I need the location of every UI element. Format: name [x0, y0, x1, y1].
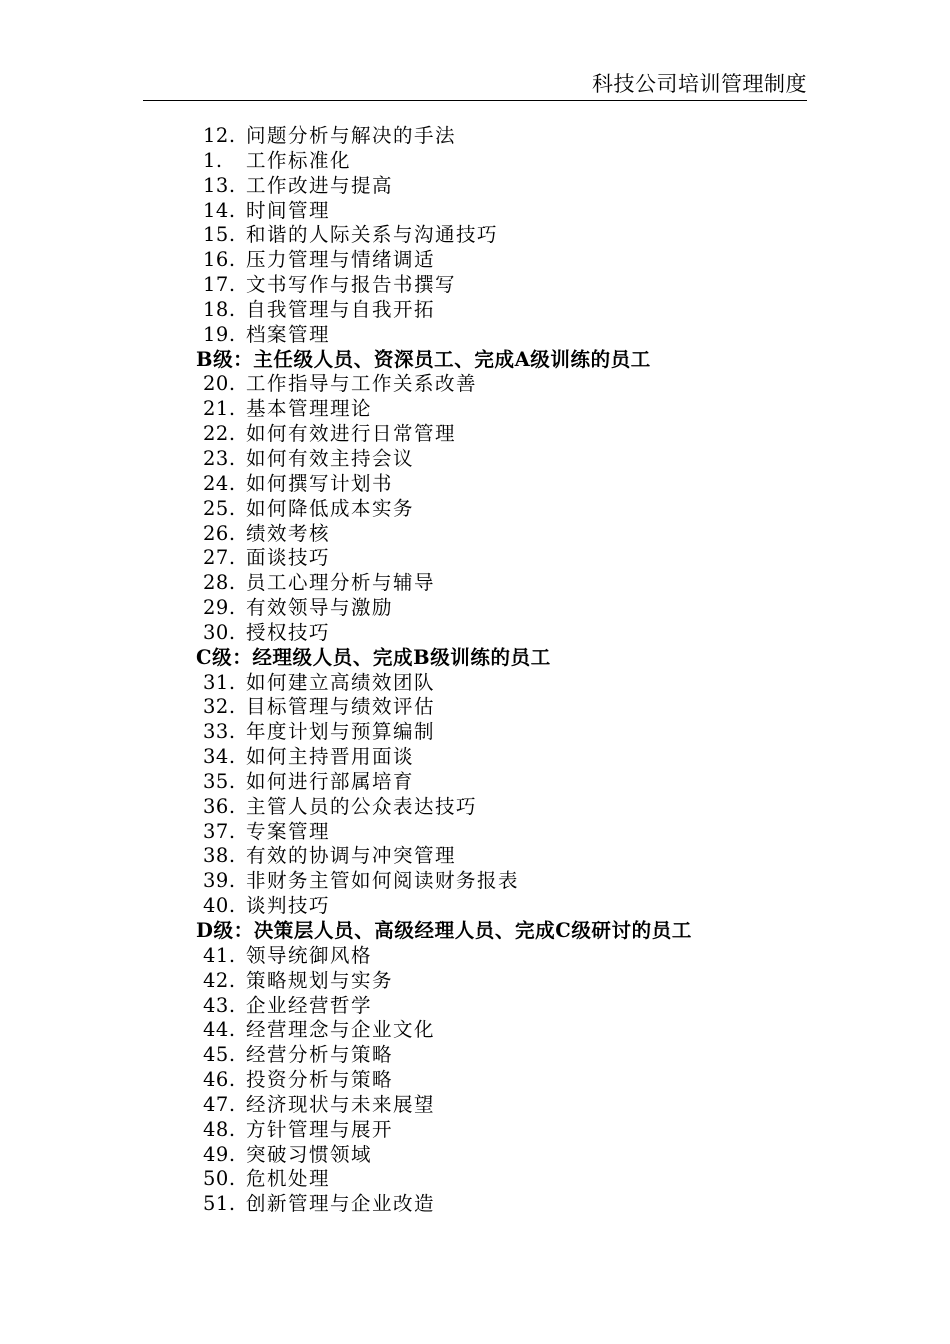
- item-text: 授权技巧: [246, 620, 331, 644]
- item-number: 28.: [203, 571, 236, 595]
- list-item: [0, 621, 950, 646]
- item-text: 时间管理: [246, 198, 331, 222]
- item-number: 38.: [203, 844, 236, 868]
- item-text: 文书写作与报告书撰写: [246, 273, 457, 297]
- item-text: 目标管理与绩效评估: [246, 695, 436, 719]
- item-text: 方针管理与展开: [246, 1117, 394, 1141]
- item-number: 35.: [203, 769, 236, 793]
- list-item: [0, 869, 950, 894]
- item-text: 如何进行部属培育: [246, 769, 415, 793]
- item-number: 15.: [203, 223, 236, 247]
- list-item: [0, 820, 950, 845]
- item-number: 19.: [203, 322, 236, 346]
- item-number: 42.: [203, 968, 236, 992]
- item-number: 17.: [203, 273, 236, 297]
- level-heading: B级：主任级人员、资深员工、完成A级训练的员工: [196, 347, 651, 371]
- item-number: 24.: [203, 471, 236, 495]
- item-text: 如何撰写计划书: [246, 471, 394, 495]
- list-item: [0, 223, 950, 248]
- item-text: 如何有效主持会议: [246, 446, 415, 470]
- list-item: [0, 323, 950, 348]
- item-number: 32.: [203, 695, 236, 719]
- list-item: [0, 447, 950, 472]
- item-number: 44.: [203, 1018, 236, 1042]
- item-number: 23.: [203, 446, 236, 470]
- list-item: [0, 174, 950, 199]
- item-number: 18.: [203, 297, 236, 321]
- item-number: 26.: [203, 521, 236, 545]
- item-number: 50.: [203, 1167, 236, 1191]
- list-item: [0, 795, 950, 820]
- item-number: 20.: [203, 372, 236, 396]
- item-text: 经营理念与企业文化: [246, 1018, 436, 1042]
- item-number: 33.: [203, 720, 236, 744]
- list-item: [0, 124, 950, 149]
- item-text: 档案管理: [246, 322, 331, 346]
- item-text: 和谐的人际关系与沟通技巧: [246, 223, 499, 247]
- item-text: 经济现状与未来展望: [246, 1092, 436, 1116]
- list-item: [0, 1068, 950, 1093]
- list-item: [0, 472, 950, 497]
- list-item: [0, 497, 950, 522]
- list-item: [0, 894, 950, 919]
- level-heading: D级：决策层人员、高级经理人员、完成C级研讨的员工: [196, 919, 692, 942]
- item-number: 49.: [203, 1142, 236, 1166]
- item-text: 策略规划与实务: [246, 968, 394, 992]
- item-text: 压力管理与情绪调适: [246, 248, 436, 272]
- item-text: 如何降低成本实务: [246, 496, 415, 520]
- list-item: [0, 522, 950, 547]
- list-item: [0, 248, 950, 273]
- item-number: 40.: [203, 894, 236, 918]
- item-text: 专案管理: [246, 819, 331, 843]
- item-text: 突破习惯领域: [246, 1142, 373, 1166]
- list-item: [0, 397, 950, 422]
- item-text: 有效的协调与冲突管理: [246, 844, 457, 868]
- list-item: [0, 969, 950, 994]
- item-number: 41.: [203, 943, 236, 967]
- item-number: 30.: [203, 620, 236, 644]
- item-text: 有效领导与激励: [246, 596, 394, 620]
- list-item: [0, 1118, 950, 1143]
- item-number: 48.: [203, 1117, 236, 1141]
- item-text: 创新管理与企业改造: [246, 1192, 436, 1216]
- list-item: [0, 1167, 950, 1192]
- item-text: 主管人员的公众表达技巧: [246, 794, 478, 818]
- item-number: 16.: [203, 248, 236, 272]
- list-item: [0, 298, 950, 323]
- item-number: 29.: [203, 596, 236, 620]
- list-item: [0, 571, 950, 596]
- item-text: 绩效考核: [246, 521, 331, 545]
- item-number: 43.: [203, 993, 236, 1017]
- item-number: 14.: [203, 198, 236, 222]
- item-text: 经营分析与策略: [246, 1043, 394, 1067]
- level-heading: C级：经理级人员、完成B级训练的员工: [196, 645, 551, 669]
- list-item: [0, 1143, 950, 1168]
- list-item: [0, 745, 950, 770]
- item-text: 基本管理理论: [246, 397, 373, 421]
- item-text: 自我管理与自我开拓: [246, 297, 436, 321]
- item-number: 13.: [203, 173, 236, 197]
- item-text: 非财务主管如何阅读财务报表: [246, 869, 520, 893]
- item-text: 领导统御风格: [246, 943, 373, 967]
- item-number: 46.: [203, 1068, 236, 1092]
- item-number: 27.: [203, 546, 236, 570]
- item-number: 22.: [203, 422, 236, 446]
- item-text: 员工心理分析与辅导: [246, 571, 436, 595]
- item-text: 危机处理: [246, 1167, 331, 1191]
- item-text: 工作指导与工作关系改善: [246, 372, 478, 396]
- item-number: 21.: [203, 397, 236, 421]
- list-item: [0, 1093, 950, 1118]
- list-item: [0, 1192, 950, 1217]
- list-item: [0, 944, 950, 969]
- list-item: [0, 671, 950, 696]
- item-text: 谈判技巧: [246, 894, 331, 918]
- list-item: [0, 199, 950, 224]
- list-item: [0, 596, 950, 621]
- header-title: 科技公司培训管理制度: [592, 72, 807, 96]
- item-text: 如何主持晋用面谈: [246, 745, 415, 769]
- item-text: 问题分析与解决的手法: [246, 124, 457, 147]
- item-text: 工作改进与提高: [246, 173, 394, 197]
- item-number: 12.: [203, 124, 236, 147]
- list-item: [0, 372, 950, 397]
- list-item: [0, 994, 950, 1019]
- item-text: 如何有效进行日常管理: [246, 422, 457, 446]
- list-item: [0, 1018, 950, 1043]
- item-text: 工作标准化: [246, 148, 352, 172]
- item-text: 年度计划与预算编制: [246, 720, 436, 744]
- list-item: [0, 422, 950, 447]
- list-item: [0, 546, 950, 571]
- item-number: 45.: [203, 1043, 236, 1067]
- item-number: 51.: [203, 1192, 236, 1216]
- list-item: [0, 844, 950, 869]
- item-number: 31.: [203, 670, 236, 694]
- item-text: 如何建立高绩效团队: [246, 670, 436, 694]
- item-text: 投资分析与策略: [246, 1068, 394, 1092]
- item-number: 34.: [203, 745, 236, 769]
- item-number: 37.: [203, 819, 236, 843]
- list-item: [0, 1043, 950, 1068]
- list-item: [0, 695, 950, 720]
- item-number: 39.: [203, 869, 236, 893]
- item-number: 36.: [203, 794, 236, 818]
- item-text: 面谈技巧: [246, 546, 331, 570]
- item-number: 25.: [203, 496, 236, 520]
- list-item: [0, 273, 950, 298]
- item-number: 47.: [203, 1092, 236, 1116]
- list-item: [0, 720, 950, 745]
- item-number: 1.: [203, 148, 223, 172]
- page-header: [143, 70, 807, 101]
- list-item: [0, 149, 950, 174]
- item-text: 企业经营哲学: [246, 993, 373, 1017]
- list-item: [0, 770, 950, 795]
- course-list: [0, 124, 950, 1217]
